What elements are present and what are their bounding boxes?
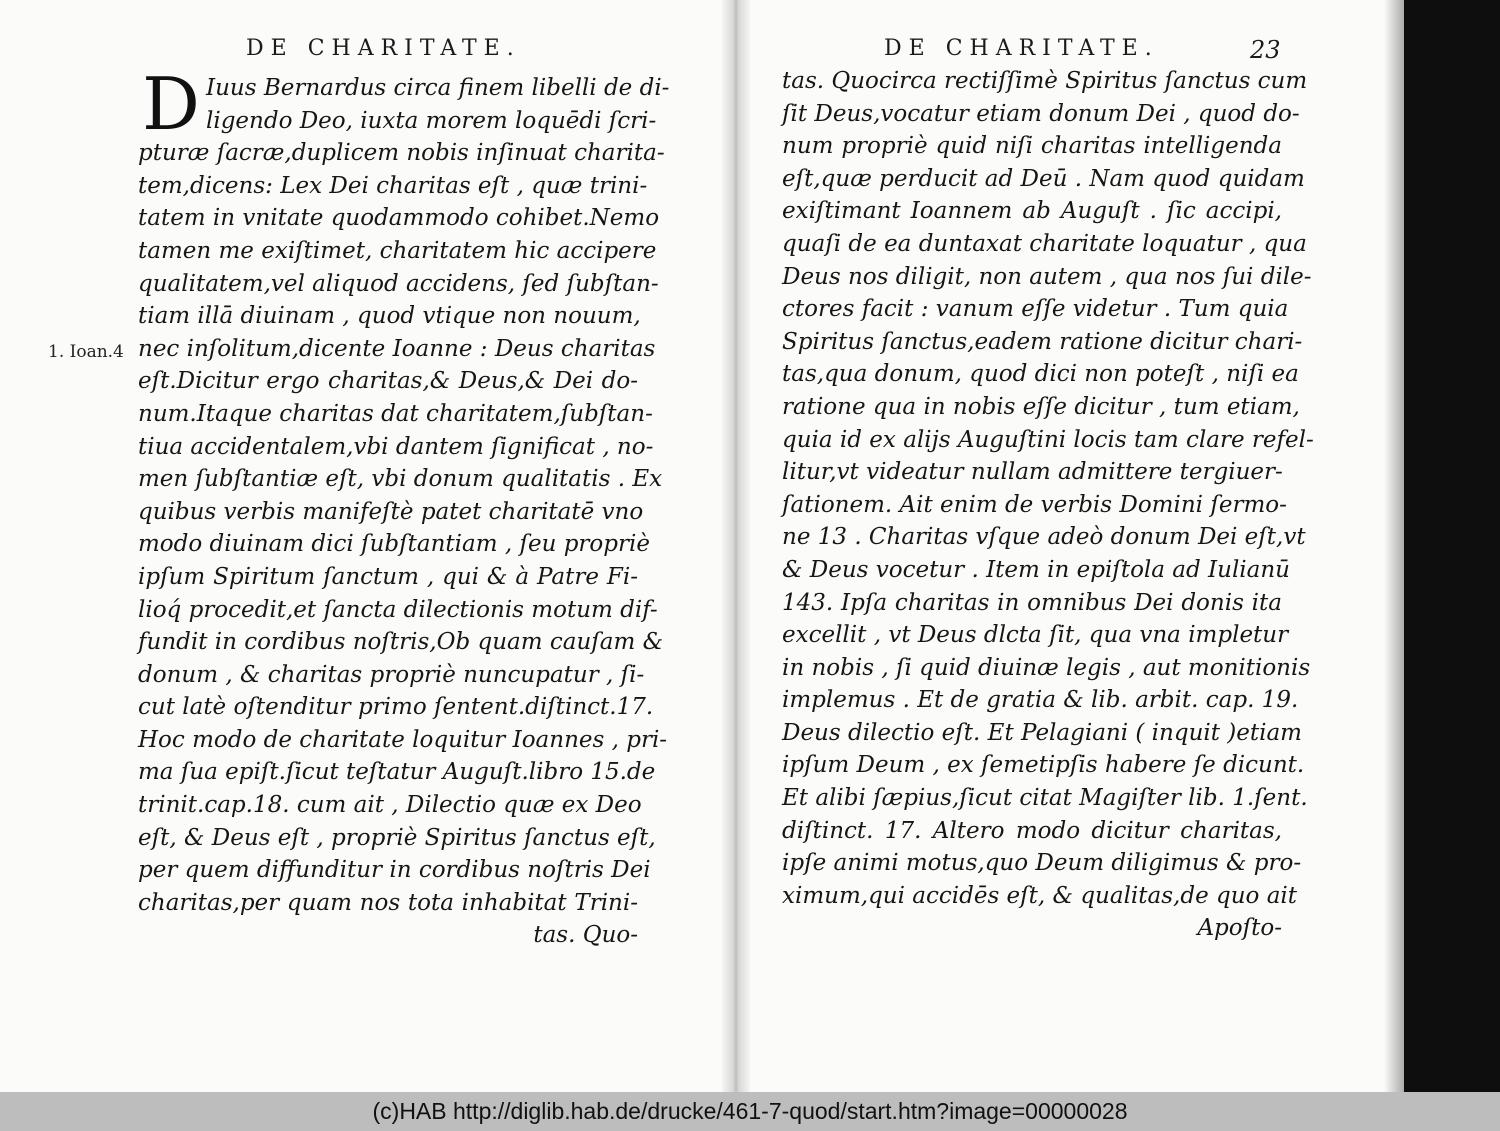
text-line: Et alibi ſæpius,ſicut citat Magiſter lib. 1.ſent. [782, 785, 1308, 812]
text-line: Deus nos diligit, non autem , qua nos ſui dile- [782, 263, 1312, 290]
text-line: exiſtimant Ioannem ab Auguſt . ſic accipi, [782, 198, 1282, 225]
text-line: diſtinct. 17. Altero modo dicitur charitas, [782, 817, 1282, 844]
text-line: 143. Ipſa charitas in omnibus Dei donis ita [782, 589, 1282, 616]
text-line: tem,dicens: Lex Dei charitas eſt , quæ trini- [138, 172, 648, 199]
text-line: ne 13 . Charitas vſque adeò donum Dei eſt,vt [782, 524, 1306, 551]
text-line: ſit Deus,vocatur etiam donum Dei , quod do- [782, 100, 1300, 127]
text-line: donum , & charitas propriè nuncupatur , ſi- [138, 661, 645, 688]
text-line: implemus . Et de gratia & lib. arbit. cap. 19. [782, 687, 1299, 714]
text-line: cut latè oſtenditur primo ſentent.diſtinct.17. [138, 694, 654, 721]
text-line: pturæ ſacræ,duplicem nobis inſinuat charita- [138, 140, 665, 167]
text-line: quia id ex alijs Auguſtini locis tam clare refel- [782, 426, 1314, 453]
copyright-footer: (c)HAB http://diglib.hab.de/drucke/461-7-quod/start.htm?image=00000028 [0, 1092, 1500, 1131]
text-line: & Deus vocetur . Item in epiſtola ad Iulianū [782, 556, 1290, 583]
text-line: ipſe animi motus,quo Deum diligimus & pro- [782, 850, 1302, 877]
text-line: charitas,per quam nos tota inhabitat Trini- [138, 889, 638, 916]
text-line: quibus verbis manifeſtè patet charitatē vno [138, 498, 644, 525]
text-line: fundit in cordibus noſtris,Ob quam cauſam & [138, 629, 664, 656]
book-gutter [722, 0, 750, 1092]
text-line: ximum,qui accidēs eſt, & qualitas,de quo ait [782, 882, 1298, 909]
text-line: modo diuinam dici ſubſtantiam , ſeu propriè [138, 531, 650, 558]
text-line: Iuus Bernardus circa finem libelli de di- [206, 75, 670, 101]
text-line: ratione qua in nobis eſſe dicitur , tum etiam, [782, 393, 1300, 420]
page-number: 23 [1250, 36, 1281, 64]
text-line: eſt.Dicitur ergo charitas,& Deus,& Dei do- [138, 368, 638, 395]
drop-cap: D [142, 62, 200, 146]
scan-dark-margin [1404, 0, 1500, 1092]
margin-note: 1. Ioan.4 [48, 342, 124, 362]
text-line: ipſum Spiritum ſanctum , qui & à Patre Fi- [138, 563, 638, 590]
text-line: nec inſolitum,dicente Ioanne : Deus charitas [138, 335, 656, 362]
text-line: num.Itaque charitas dat charitatem,ſubſtan- [138, 400, 653, 427]
text-line: ma ſua epiſt.ſicut teſtatur Auguſt.libro 15.de [138, 759, 656, 786]
text-line: ipſum Deum , ex ſemetipſis habere ſe dicunt. [782, 752, 1305, 779]
text-line: Hoc modo de charitate loquitur Ioannes , pri- [138, 726, 668, 753]
text-line: eſt, & Deus eſt , propriè Spiritus ſanctus eſt, [138, 824, 656, 851]
text-line: tiam illā diuinam , quod vtique non nouum, [138, 303, 641, 330]
text-line: men ſubſtantiæ eſt, vbi donum qualitatis . Ex [138, 466, 663, 493]
right-running-head: DE CHARITATE. [884, 36, 1159, 61]
left-running-head: DE CHARITATE. [246, 36, 521, 61]
text-line: tiua accidentalem,vbi dantem ſignificat , no- [138, 433, 654, 460]
text-line: ctores facit : vanum eſſe videtur . Tum quia [782, 296, 1289, 323]
text-line: lioq́ procedit,et ſancta dilectionis motum dif- [138, 596, 658, 623]
text-line: per quem diffunditur in cordibus noſtris Dei [138, 857, 651, 884]
text-line: tas,qua donum, quod dici non poteſt , niſi ea [782, 361, 1299, 388]
text-line: in nobis , ſi quid diuinæ legis , aut monitionis [782, 654, 1311, 681]
text-line: trinit.cap.18. cum ait , Dilectio quæ ex Deo [138, 792, 642, 819]
text-line: Spiritus ſanctus,eadem ratione dicitur chari- [782, 328, 1303, 355]
left-text-column [138, 62, 670, 952]
text-line: excellit , vt Deus dlcta ſit, qua vna impletur [782, 622, 1289, 649]
text-line: quaſi de ea duntaxat charitate loquatur , qua [782, 230, 1307, 257]
text-line: tas. Quocirca rectiſſimè Spiritus ſanctus cum [782, 68, 1308, 94]
text-line: Deus dilectio eſt. Et Pelagiani ( inquit )etiam [782, 719, 1302, 746]
text-line: litur,vt videatur nullam admittere tergiuer- [782, 459, 1283, 486]
text-line: ligendo Deo, iuxta morem loquēdi ſcri- [206, 107, 657, 134]
text-line: num propriè quid niſi charitas intelligenda [782, 133, 1282, 160]
text-line: ſationem. Ait enim de verbis Domini ſermo- [782, 491, 1287, 518]
text-line: eſt,quæ perducit ad Deū . Nam quod quidam [782, 165, 1305, 192]
right-text-column [782, 65, 1314, 945]
text-line: tamen me exiſtimet, charitatem hic accipere [138, 237, 657, 264]
page-edge-shadow [1384, 0, 1406, 1092]
text-line: tatem in vnitate quodammodo cohibet.Nemo [138, 205, 660, 232]
catchword: Apoſto- [1197, 915, 1282, 942]
text-line: qualitatem,vel aliquod accidens, ſed ſubſtan- [138, 270, 659, 297]
catchword: tas. Quo- [533, 922, 638, 949]
